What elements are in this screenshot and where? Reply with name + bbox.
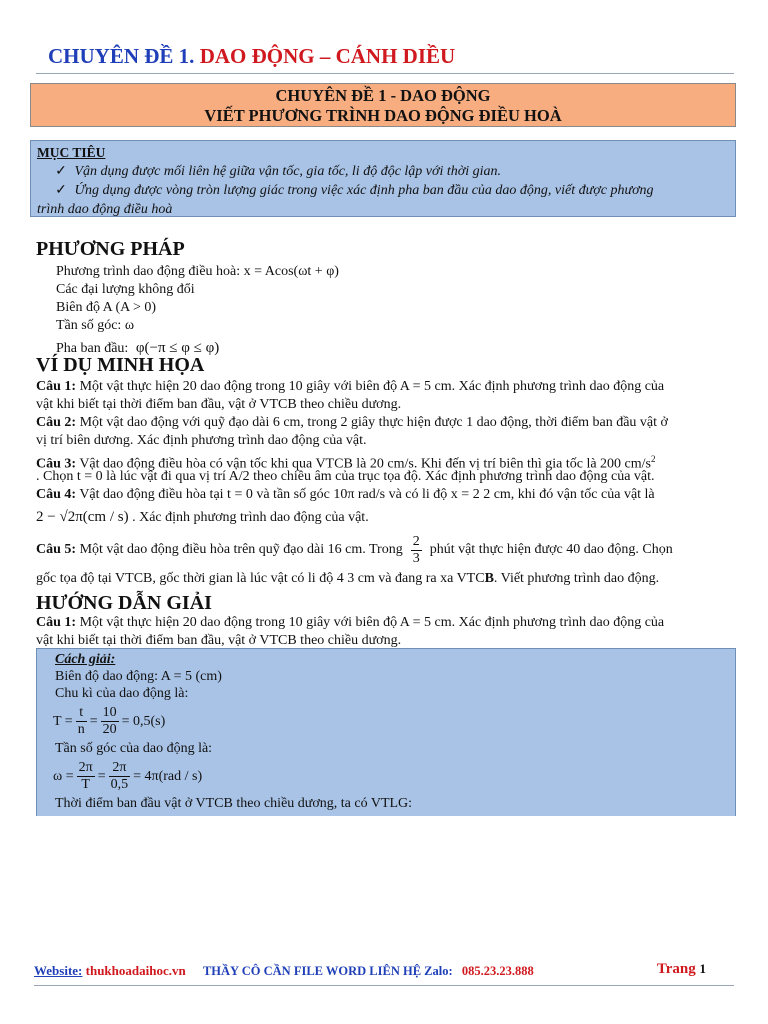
method-line-3: Biên độ A (A > 0): [56, 300, 157, 315]
phone-number: 085.23.23.888: [461, 964, 534, 978]
fraction-t-over-n: $\frac{t}{n}$: [77, 704, 85, 737]
q2-line-1: Câu 2: Một vật dao động với quỹ đạo dài 6 cm, trong 2 giây thực hiện được 1 dao động, thời điểm ban đầu vật ở: [36, 415, 668, 430]
guide-q1-line-2: vật khi biết tại thời điểm ban đầu, vật ở VTCB theo chiều dương.: [36, 633, 402, 648]
header-divider: [36, 73, 734, 74]
examples-heading: VÍ DỤ MINH HỌA: [36, 354, 205, 376]
method-line-2: Các đại lượng không đổi: [56, 282, 195, 297]
objective-item-2-cont: trình dao động điều hoà: [37, 202, 173, 217]
q3-line-1: Câu 3: Vật dao động điều hòa có vận tốc khi qua VTCB là 20 cm/s. Khi đến vị trí biên thì gia tốc là 200 $cm/s^2$: [36, 454, 656, 472]
solution-box: [36, 648, 736, 816]
title-line2: VIẾT PHƯƠNG TRÌNH DAO ĐỘNG ĐIỀU HOÀ: [204, 106, 562, 125]
method-line-4: Tần số góc: ω: [56, 318, 135, 333]
q5-line-2: gốc tọa độ tại VTCB, gốc thời gian là lúc vật có li độ 4 3 cm và đang ra xa VTCB. Viết phương trình dao động.: [36, 571, 660, 586]
method-line-5: Pha ban đầu: φ(−π ≤ φ ≤ φ): [56, 340, 220, 356]
checkmark-icon: ✓: [55, 183, 67, 198]
q4-line-2: 2 − √2π(cm / s) . Xác định phương trình dao động của vật.: [36, 509, 369, 525]
period-formula: T = $\frac{t}{n}$ = $\frac{10}{20}$ = 0,5(s): [53, 704, 166, 737]
solution-line-1: Biên độ dao động: A = 5 (cm): [55, 669, 222, 684]
page-number: Trang 1: [656, 961, 706, 977]
velocity-formula: 2 − √2π(cm / s): [36, 509, 129, 525]
page-footer: [34, 963, 734, 986]
guide-q1-line-1: Câu 1: Một vật thực hiện 20 dao động trong 10 giây với biên độ A = 5 cm. Xác định phương trình dao động của: [36, 615, 665, 630]
q4-line-1: Câu 4: Vật dao động điều hòa tại t = 0 và tần số góc 10π rad/s và có li độ x = 2 2 cm, khi đó vận tốc của vật là: [36, 487, 655, 502]
solution-line-3: Tần số góc của dao động là:: [55, 741, 213, 756]
q5-line-1: Câu 5: Một vật dao động điều hòa trên quỹ đạo dài 16 cm. Trong $\frac{2}{3}$ phút vật thực hiện được 40 dao động. Chọn: [36, 533, 673, 566]
guide-body: [36, 614, 736, 650]
solution-line-4: Thời điểm ban đầu vật ở VTCB theo chiều dương, ta có VTLG:: [55, 796, 413, 811]
objective-item-2: ✓ Ứng dụng được vòng tròn lượng giác trong việc xác định pha ban đầu của dao động, viết được phương: [37, 181, 729, 200]
fraction-2pi-over-T: $\frac{2\pi}{T}$: [78, 759, 93, 792]
q3-line-2: . Chọn t = 0 là lúc vật đi qua vị trí A/2 theo chiều âm của trục tọa độ. Xác định phương trình dao động của vật.: [36, 469, 655, 484]
objective-item-1: ✓ Vận dụng được mối liên hệ giữa vận tốc, gia tốc, li độ độc lập với thời gian.: [37, 162, 729, 181]
fraction-10-over-20: $\frac{10}{20}$: [102, 704, 117, 737]
objectives-label: MỤC TIÊU: [37, 145, 106, 160]
fraction-two-thirds: $\frac{2}{3}$: [412, 533, 420, 566]
q2-line-2: vị trí biên dương. Xác định phương trình dao động của vật.: [36, 433, 367, 448]
objectives-box: [30, 140, 736, 217]
fraction-2pi-over-0-5: $\frac{2\pi}{0,5}$: [110, 759, 129, 792]
guide-heading: HƯỚNG DẪN GIẢI: [36, 592, 212, 614]
title-box: [30, 83, 736, 127]
examples-body: [36, 378, 736, 588]
solution-label: Cách giải:: [55, 652, 116, 667]
q1-line-1: Câu 1: Một vật thực hiện 20 dao động trong 10 giây với biên độ A = 5 cm. Xác định phương trình dao động của: [36, 379, 665, 394]
website-link[interactable]: thukhoadaihoc.vn: [85, 963, 186, 978]
header-part1: CHUYÊN ĐỀ 1.: [48, 44, 200, 68]
q1-line-2: vật khi biết tại thời điểm ban đầu, vật ở VTCB theo chiều dương.: [36, 397, 402, 412]
method-heading: PHƯƠNG PHÁP: [36, 238, 185, 260]
phase-range-formula: φ(−π ≤ φ ≤ φ): [135, 340, 220, 356]
zalo-contact-label: THẦY CÔ CẦN FILE WORD LIÊN HỆ Zalo:: [202, 964, 453, 978]
document-header: [48, 44, 455, 69]
header-part2: DAO ĐỘNG – CÁNH DIỀU: [199, 44, 456, 68]
title-line1: CHUYÊN ĐỀ 1 - DAO ĐỘNG: [275, 86, 491, 105]
method-line-1: Phương trình dao động điều hoà: x = Acos(ωt + φ): [56, 264, 339, 279]
checkmark-icon: ✓: [55, 164, 67, 179]
website-label: Website:: [34, 963, 83, 978]
angular-frequency-formula: ω = $\frac{2\pi}{T}$ = $\frac{2\pi}{0,5}$ = 4π(rad / s): [53, 759, 203, 792]
method-body: [56, 263, 339, 357]
solution-line-2: Chu kì của dao động là:: [55, 686, 189, 701]
